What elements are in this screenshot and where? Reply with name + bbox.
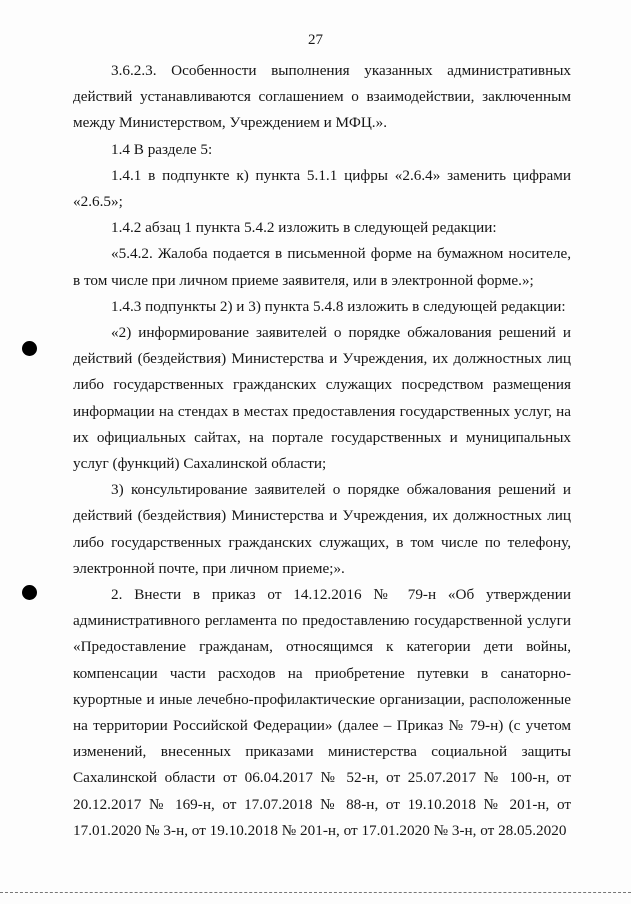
paragraph-subitem-3: 3) консультирование заявителей о порядке обжалования решений и действий (бездействия) Министерства и Учреждения, их должностных лиц либо государственных гражданских служащих, в том числе по телефону, электронной почте, при личном приеме;». [73,481,571,577]
paragraph-1-4-2: 1.4.2 абзац 1 пункта 5.4.2 изложить в следующей редакции: [111,219,497,237]
document-body [73,58,571,844]
paragraph-1-4-1: 1.4.1 в подпункте к) пункта 5.1.1 цифры «2.6.4» заменить цифрами «2.6.5»; [73,166,571,211]
paragraph-item-2: 2. Внести в приказ от 14.12.2016 № 79-н «Об утверждении административного регламента по предоставлению государственной услуги «Предоставление гражданам, относящимся к категории дети войны, компенсации части расходов на приобретение путевки в санаторно-курортные и иные лечебно-профилактические организации, расположенные на территории Российской Федерации» (далее – Приказ № 79-н) (с учетом изменений, внесенных приказами министерства социальной защиты Сахалинской области от 06.04.2017 № 52-н, от 25.07.2017 № 100-н, от 20.12.2017 № 169-н, от 17.07.2018 № 88-н, от 19.10.2018 № 201-н, от 17.01.2020 № 3-н, от 19.10.2018 № 201-н, от 17.01.2020 № 3-н, от 28.05.2020 [73,586,571,839]
paragraph-subitem-2: «2) информирование заявителей о порядке обжалования решений и действий (бездействия) Министерства и Учреждения, их должностных лиц либо государственных гражданских служащих посредством размещения информации на стендах в местах предоставления государственных услуг, на их официальных сайтах, на портале государственных и муниципальных услуг (функций) Сахалинской области; [73,324,571,473]
paragraph-1-4: 1.4 В разделе 5: [111,140,213,158]
page-number: 27 [308,32,323,48]
scan-edge-line [0,892,631,893]
punch-hole-mark-top [22,341,37,356]
punch-hole-mark-bottom [22,585,37,600]
paragraph-5-4-2-quote: «5.4.2. Жалоба подается в письменной форме на бумажном носителе, в том числе при личном приеме заявителя, или в электронной форме.»; [73,245,571,289]
paragraph-3-6-2-3: 3.6.2.3. Особенности выполнения указанных административных действий устанавливаются соглашением о взаимодействии, заключенным между Министерством, Учреждением и МФЦ.». [73,62,571,132]
paragraph-1-4-3: 1.4.3 подпункты 2) и 3) пункта 5.4.8 изложить в следующей редакции: [111,297,566,315]
